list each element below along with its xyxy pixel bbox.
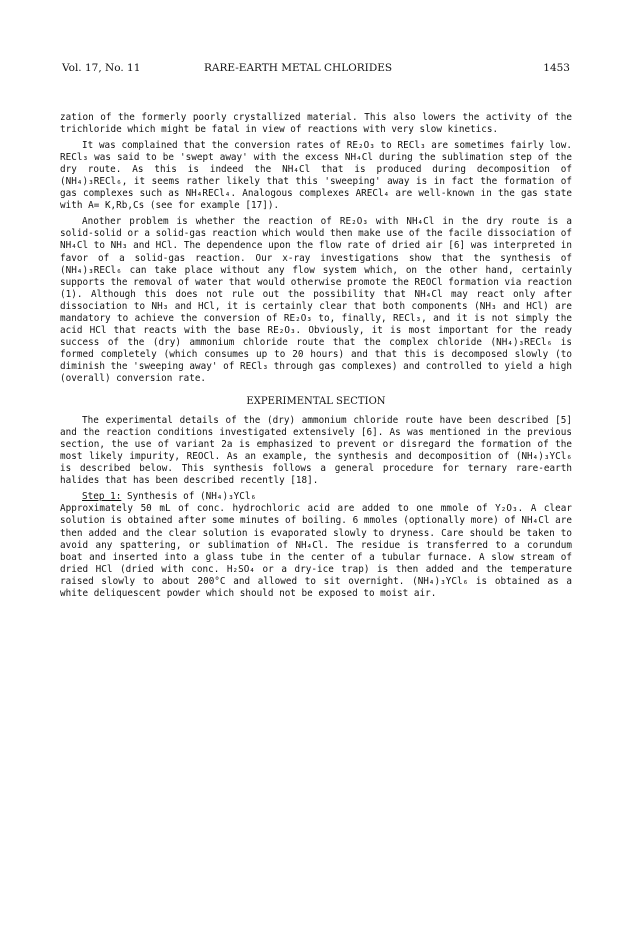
paragraph-conversion-rates: It was complained that the conversion rates of RE₂O₃ to RECl₃ are sometimes fairly low. RECl₃ was said to be 'swept away' with the excess NH₄Cl during the sublimation step of the dry route. As this is indeed the NH₄Cl that is produced during decomposition of (NH₄)₃RECl₆, it seems rather likely that this 'sweeping' away is in fact the formation of gas complexes such as NH₄RECl₄. Analogous complexes ARECl₄ are well-known in the gas state with A= K,Rb,Cs (see for example [17]).	[60, 140, 572, 212]
step-1-subtitle: Synthesis of (NH₄)₃YCl₆	[126, 491, 257, 503]
paragraph-experimental-details: The experimental details of the (dry) ammonium chloride route have been described [5] and the reaction conditions investigated extensively [6]. As was mentioned in the previous section, the use of variant 2a is emphasized to prevent or disregard the formation of the most likely impurity, REOCl. As an example, the synthesis and decomposition of (NH₄)₃YCl₆ is described below. This synthesis follows a general procedure for ternary rare-earth halides that has been described recently [18].	[60, 415, 572, 487]
step-1-text: Approximately 50 mL of conc. hydrochloric acid are added to one mmole of Y₂O₃. A clear solution is obtained after some minutes of boiling. 6 mmoles (optionally more) of NH₄Cl are then added and the clear solution is evaporated slowly to dryness. Care should be taken to avoid any spattering, or sublimation of NH₄Cl. The residue is transferred to a corundum boat and inserted into a glass tube in the center of a tubular furnace. A slow stream of dried HCl (dried with conc. H₂SO₄ or a dry-ice trap) is then added and the temperature raised slowly to about 200°C and allowed to sit overnight. (NH₄)₃YCl₆ is obtained as a white deliquescent powder which should not be exposed to moist air.	[60, 503, 572, 599]
running-header	[62, 62, 570, 76]
running-title: RARE-EARTH METAL CHLORIDES	[204, 62, 393, 74]
section-heading-experimental: EXPERIMENTAL SECTION	[246, 396, 386, 408]
step-1-title: Step 1:	[82, 491, 122, 503]
page-number: 1453	[543, 62, 570, 74]
paragraph-reaction-mechanism: Another problem is whether the reaction of RE₂O₃ with NH₄Cl in the dry route is a solid-solid or a solid-gas reaction which would then make use of the facile dissociation of NH₄Cl to NH₃ and HCl. The dependence upon the flow rate of dried air [6] was interpreted in favor of a solid-gas reaction. Our x-ray investigations show that the synthesis of (NH₄)₃RECl₆ can take place without any flow system which, on the other hand, certainly supports the removal of water that would otherwise promote the REOCl formation via reaction (1). Although this does not rule out the possibility that NH₄Cl may react only after dissociation to NH₃ and HCl, it is certainly clear that both components (NH₃ and HCl) are mandatory to achieve the conversion of RE₂O₃ to, finally, RECl₃, and it is not simply the acid HCl that reacts with the base RE₂O₃. Obviously, it is most important for the ready success of the (dry) ammonium chloride route that the complex chloride (NH₄)₃RECl₆ is formed completely (which consumes up to 20 hours) and that this is decomposed slowly (to diminish the 'sweeping away' of RECl₃ through gas complexes) and controlled to yield a high (overall) conversion rate.	[60, 216, 572, 384]
step-1-block	[60, 491, 572, 599]
journal-volume: Vol. 17, No. 11	[62, 62, 141, 74]
paragraph-continuation: zation of the formerly poorly crystallized material. This also lowers the activity of the trichloride which might be fatal in view of reactions with very slow kinetics.	[60, 112, 572, 136]
page-body	[60, 112, 572, 604]
